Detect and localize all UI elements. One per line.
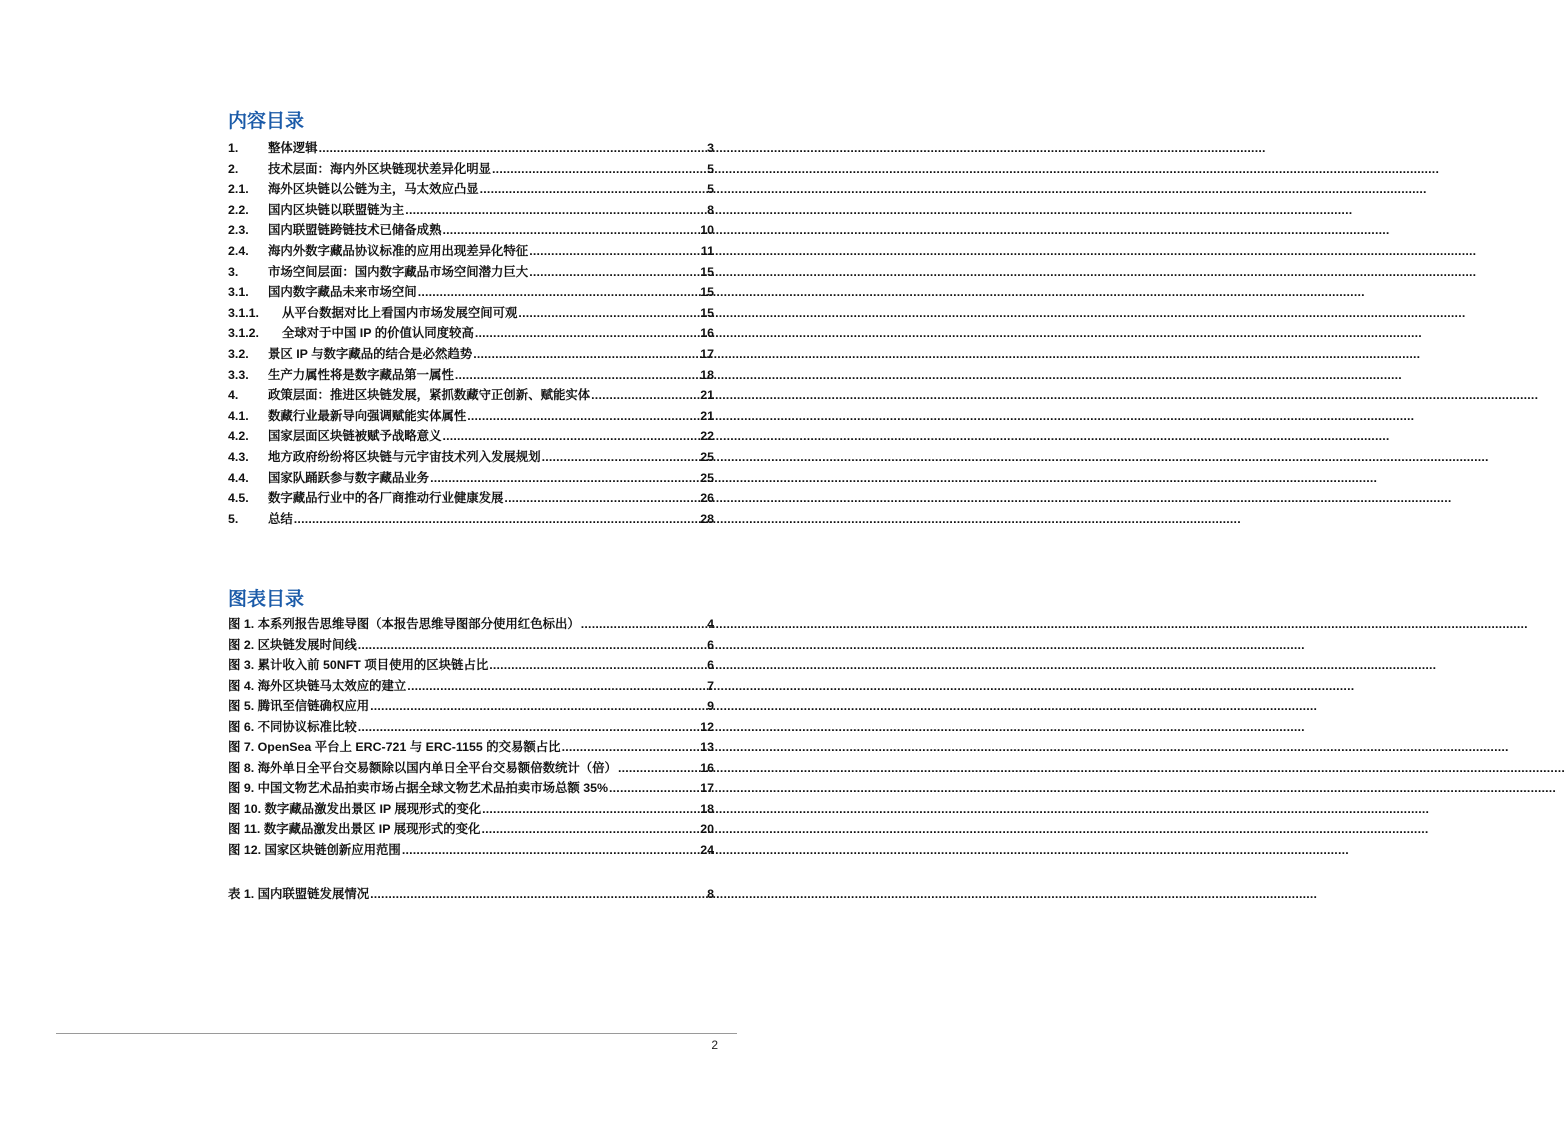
toc-entry-number: 4.2.	[228, 429, 249, 444]
toc-entry[interactable]	[228, 303, 714, 324]
toc-entry-number: 2.3.	[228, 223, 249, 238]
page-number: 2	[711, 1038, 718, 1052]
dot-leader	[442, 426, 699, 447]
toc-entry-label: 景区 IP 与数字藏品的结合是必然趋势	[268, 346, 473, 361]
toc-entry[interactable]	[228, 220, 714, 241]
figure-entry[interactable]	[228, 676, 714, 697]
figure-entry-page: 17	[700, 781, 714, 795]
dot-leader	[370, 884, 706, 905]
toc-entry-label: 国家队踊跃参与数字藏品业务	[268, 470, 430, 485]
toc-entry[interactable]	[228, 200, 714, 221]
toc-entry-number: 4.3.	[228, 449, 249, 464]
figure-entry[interactable]	[228, 696, 714, 717]
toc-entry-number: 4.	[228, 388, 239, 403]
figure-entry[interactable]	[228, 717, 714, 738]
figure-entry-label: 图 2. 区块链发展时间线	[228, 637, 357, 652]
dot-leader	[518, 303, 699, 324]
toc-entry[interactable]	[228, 282, 714, 303]
toc-entry-page: 5	[707, 182, 714, 197]
toc-entry-label: 市场空间层面：国内数字藏品市场空间潜力巨大	[268, 264, 529, 279]
figure-entry[interactable]	[228, 614, 714, 635]
toc-entry-page: 15	[700, 264, 714, 279]
figure-entry[interactable]	[228, 635, 714, 656]
toc-entry[interactable]	[228, 262, 714, 283]
toc-entry-number: 1.	[228, 141, 239, 155]
toc-entry-page: 10	[700, 223, 714, 238]
dot-leader	[609, 778, 699, 799]
figure-entry-page: 13	[700, 740, 714, 754]
figure-entry-label: 图 9. 中国文物艺术品拍卖市场占据全球文物艺术品拍卖市场总额 35%	[228, 781, 609, 795]
toc-entry-label: 生产力属性将是数字藏品第一属性	[268, 367, 454, 382]
footer-divider	[56, 1033, 737, 1034]
dot-leader	[489, 655, 706, 676]
toc-entry-page: 17	[700, 346, 714, 361]
toc-entry-number: 3.1.1.	[228, 305, 260, 320]
toc-entry-page: 25	[700, 470, 714, 485]
toc-entry-label: 技术层面：海内外区块链现状差异化明显	[268, 161, 492, 176]
figure-entry[interactable]	[228, 778, 714, 799]
toc-entry[interactable]	[228, 468, 714, 489]
toc-entry-number: 2.1.	[228, 182, 249, 197]
dot-leader	[402, 840, 699, 861]
table-entry-label: 表 1. 国内联盟链发展情况	[228, 887, 370, 901]
dot-leader	[358, 717, 699, 738]
toc-entry[interactable]	[228, 138, 714, 159]
toc-entry-number: 2.2.	[228, 202, 249, 217]
figure-entry[interactable]	[228, 737, 714, 758]
figure-entry-page: 9	[707, 699, 714, 713]
toc-entry-label: 地方政府纷纷将区块链与元宇宙技术列入发展规划	[268, 449, 541, 464]
toc-entry[interactable]	[228, 406, 714, 427]
toc-entry[interactable]	[228, 365, 714, 386]
toc-entry[interactable]	[228, 426, 714, 447]
toc-entry-page: 21	[700, 408, 714, 423]
figure-entry-page: 12	[700, 719, 714, 734]
dot-leader	[430, 468, 699, 489]
figure-entry-page: 7	[707, 678, 714, 693]
toc-entry[interactable]	[228, 344, 714, 365]
dot-leader	[481, 819, 699, 840]
dot-leader	[473, 344, 699, 365]
figure-entry[interactable]	[228, 840, 714, 861]
dot-leader	[529, 241, 700, 262]
figure-entry-label: 图 11. 数字藏品激发出景区 IP 展现形式的变化	[228, 822, 481, 836]
toc-entry-number: 3.2.	[228, 346, 249, 361]
toc-entry-number: 4.1.	[228, 408, 249, 423]
figure-entry-page: 24	[700, 842, 714, 857]
figure-entry-label: 图 10. 数字藏品激发出景区 IP 展现形式的变化	[228, 801, 482, 816]
table-entry[interactable]	[228, 884, 714, 905]
figure-entry[interactable]	[228, 819, 714, 840]
toc-entry-page: 5	[707, 161, 714, 176]
dot-leader	[591, 385, 699, 406]
toc-entry[interactable]	[228, 179, 714, 200]
figure-entry-label: 图 3. 累计收入前 50NFT 项目使用的区块链占比	[228, 658, 489, 672]
toc-entry-number: 3.1.	[228, 285, 249, 300]
dot-leader	[581, 614, 706, 635]
toc-entry-label: 海内外数字藏品协议标准的应用出现差异化特征	[268, 243, 529, 258]
toc-entry-page: 26	[700, 491, 714, 506]
toc-entry-page: 18	[700, 367, 714, 382]
dot-leader	[418, 282, 700, 303]
toc-entry[interactable]	[228, 488, 714, 509]
toc-entry-label: 政策层面：推进区块链发展，紧抓数藏守正创新、赋能实体	[268, 388, 591, 403]
dot-leader	[294, 509, 699, 530]
dot-leader	[442, 220, 699, 241]
figure-entry-label: 图 1. 本系列报告思维导图（本报告思维导图部分使用红色标出）	[228, 617, 580, 631]
toc-entry-page: 25	[700, 449, 714, 464]
dot-leader	[482, 799, 699, 820]
dot-leader	[480, 179, 706, 200]
dot-leader	[407, 676, 706, 697]
figure-entry-page: 4	[707, 617, 714, 631]
dot-leader	[618, 758, 699, 779]
toc-entry[interactable]	[228, 509, 714, 530]
dot-leader	[475, 323, 699, 344]
figure-entry[interactable]	[228, 799, 714, 820]
figure-entry[interactable]	[228, 758, 714, 779]
toc-entry-label: 国内数字藏品未来市场空间	[268, 285, 417, 300]
figure-entry-page: 18	[700, 801, 714, 816]
dot-leader	[319, 138, 707, 159]
toc-entry[interactable]	[228, 447, 714, 468]
dot-leader	[492, 159, 706, 180]
toc-title: 内容目录	[228, 111, 305, 132]
toc-entry[interactable]	[228, 159, 714, 180]
toc-list	[228, 138, 714, 529]
toc-entry-number: 4.4.	[228, 470, 249, 485]
toc-entry-page: 28	[700, 511, 714, 526]
dot-leader	[370, 696, 706, 717]
toc-entry-label: 国内联盟链跨链技术已储备成熟	[268, 223, 442, 238]
toc-entry-label: 数藏行业最新导向强调赋能实体属性	[268, 408, 467, 423]
toc-entry-number: 3.3.	[228, 367, 249, 382]
toc-entry-label: 总结	[268, 511, 293, 526]
figure-entry-label: 图 4. 海外区块链马太效应的建立	[228, 678, 407, 693]
table-entry-page: 8	[707, 887, 714, 901]
figure-entry-label: 图 6. 不同协议标准比较	[228, 719, 357, 734]
toc-entry-page: 21	[700, 388, 714, 403]
toc-entry-label: 全球对于中国 IP 的价值认同度较高	[282, 326, 474, 341]
dot-leader	[405, 200, 706, 221]
dot-leader	[562, 737, 700, 758]
toc-entry-label: 海外区块链以公链为主，马太效应凸显	[268, 182, 479, 197]
toc-entry-number: 5.	[228, 511, 239, 526]
toc-entry-number: 2.	[228, 161, 239, 176]
dot-leader	[542, 447, 700, 468]
figure-entry[interactable]	[228, 655, 714, 676]
toc-entry-label: 国家层面区块链被赋予战略意义	[268, 429, 442, 444]
dot-leader	[504, 488, 699, 509]
toc-entry-page: 11	[700, 243, 714, 258]
figure-entry-page: 20	[700, 822, 714, 836]
toc-entry-number: 3.	[228, 264, 239, 279]
tables-list	[228, 884, 714, 905]
toc-entry-page: 15	[700, 285, 714, 300]
toc-entry-label: 国内区块链以联盟链为主	[268, 202, 405, 217]
dot-leader	[455, 365, 699, 386]
toc-entry-number: 2.4.	[228, 243, 249, 258]
toc-entry-page: 22	[700, 429, 714, 444]
toc-entry[interactable]	[228, 323, 714, 344]
toc-entry-page: 15	[700, 305, 714, 320]
dot-leader	[467, 406, 699, 427]
toc-entry[interactable]	[228, 241, 714, 262]
figure-entry-label: 图 5. 腾讯至信链确权应用	[228, 699, 370, 713]
toc-entry-page: 16	[700, 326, 714, 341]
toc-entry-label: 从平台数据对比上看国内市场发展空间可观	[282, 305, 518, 320]
figures-title: 图表目录	[228, 589, 305, 610]
figure-entry-label: 图 7. OpenSea 平台上 ERC-721 与 ERC-1155 的交易额占比	[228, 740, 561, 754]
toc-entry-page: 8	[707, 202, 714, 217]
figure-entry-label: 图 8. 海外单日全平台交易额除以国内单日全平台交易额倍数统计（倍）	[228, 760, 617, 775]
toc-entry-page: 3	[707, 141, 714, 155]
toc-entry-number: 4.5.	[228, 491, 249, 506]
figure-entry-page: 6	[707, 637, 714, 652]
dot-leader	[358, 635, 706, 656]
toc-entry-label: 整体逻辑	[268, 141, 318, 155]
figure-entry-page: 6	[707, 658, 714, 672]
toc-entry[interactable]	[228, 385, 714, 406]
toc-entry-number: 3.1.2.	[228, 326, 260, 341]
figure-entry-label: 图 12. 国家区块链创新应用范围	[228, 842, 401, 857]
figure-entry-page: 16	[700, 760, 714, 775]
toc-entry-label: 数字藏品行业中的各厂商推动行业健康发展	[268, 491, 504, 506]
figures-list	[228, 614, 714, 860]
dot-leader	[529, 262, 699, 283]
